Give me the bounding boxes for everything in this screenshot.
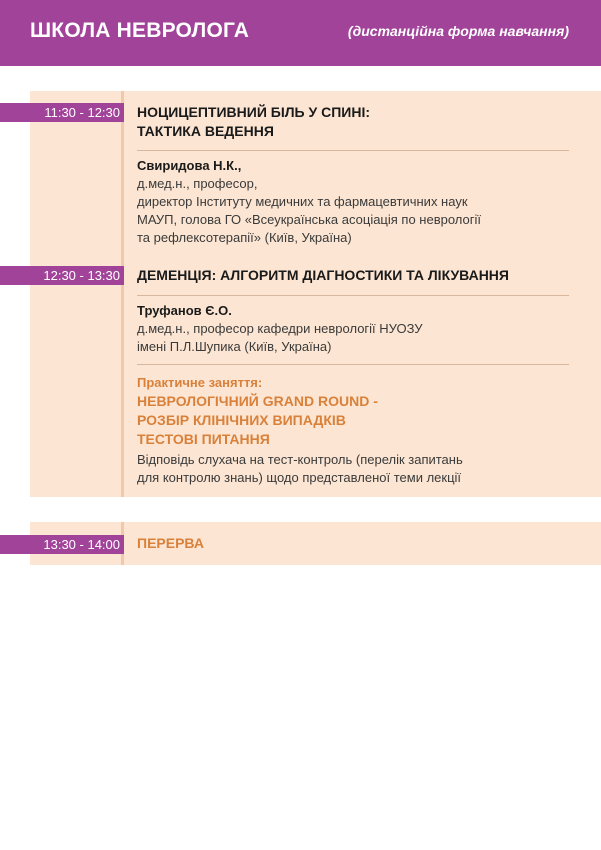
break-time: 13:30 - 14:00 bbox=[0, 535, 124, 554]
practical-label: Практичне заняття: bbox=[137, 375, 263, 390]
speaker-name: Труфанов Є.О. bbox=[137, 303, 232, 318]
session-title-line: НОЦИЦЕПТИВНИЙ БІЛЬ У СПИНІ: bbox=[137, 104, 370, 120]
page-subtitle: (дистанційна форма навчання) bbox=[347, 23, 569, 39]
page-title: ШКОЛА НЕВРОЛОГА bbox=[30, 19, 250, 42]
session-time: 12:30 - 13:30 bbox=[0, 266, 124, 285]
speaker-detail: директор Інституту медичних та фармацевтичних наук bbox=[137, 194, 468, 209]
practical-session bbox=[137, 374, 463, 487]
speaker-detail: д.мед.н., професор кафедри неврології НУОЗУ bbox=[137, 321, 423, 336]
session-title-line: ТАКТИКА ВЕДЕННЯ bbox=[137, 123, 274, 139]
practical-topic: НЕВРОЛОГІЧНИЙ GRAND ROUND - bbox=[137, 393, 378, 409]
speaker-detail: та рефлексотерапії» (Київ, Україна) bbox=[137, 230, 352, 245]
speaker-detail: імені П.Л.Шупика (Київ, Україна) bbox=[137, 339, 332, 354]
timeline-divider bbox=[121, 91, 124, 497]
session-time: 11:30 - 12:30 bbox=[0, 103, 124, 122]
separator bbox=[137, 364, 569, 365]
practical-description bbox=[137, 451, 463, 487]
speaker-info bbox=[137, 157, 481, 247]
practical-topic: РОЗБІР КЛІНІЧНИХ ВИПАДКІВ bbox=[137, 412, 346, 428]
session-title bbox=[137, 103, 370, 141]
speaker-detail: д.мед.н., професор, bbox=[137, 176, 258, 191]
description-line: для контролю знань) щодо представленої теми лекції bbox=[137, 470, 462, 485]
speaker-info bbox=[137, 302, 423, 356]
speaker-detail: МАУП, голова ГО «Всеукраїнська асоціація по неврології bbox=[137, 212, 481, 227]
practical-topic: ТЕСТОВІ ПИТАННЯ bbox=[137, 431, 270, 447]
separator bbox=[137, 295, 569, 296]
session-title: ДЕМЕНЦІЯ: АЛГОРИТМ ДІАГНОСТИКИ ТА ЛІКУВАННЯ bbox=[137, 267, 509, 283]
description-line: Відповідь слухача на тест-контроль (перелік запитань bbox=[137, 452, 463, 467]
speaker-name: Свиридова Н.К., bbox=[137, 158, 242, 173]
break-title: ПЕРЕРВА bbox=[137, 535, 204, 551]
separator bbox=[137, 150, 569, 151]
page-header bbox=[0, 0, 601, 66]
